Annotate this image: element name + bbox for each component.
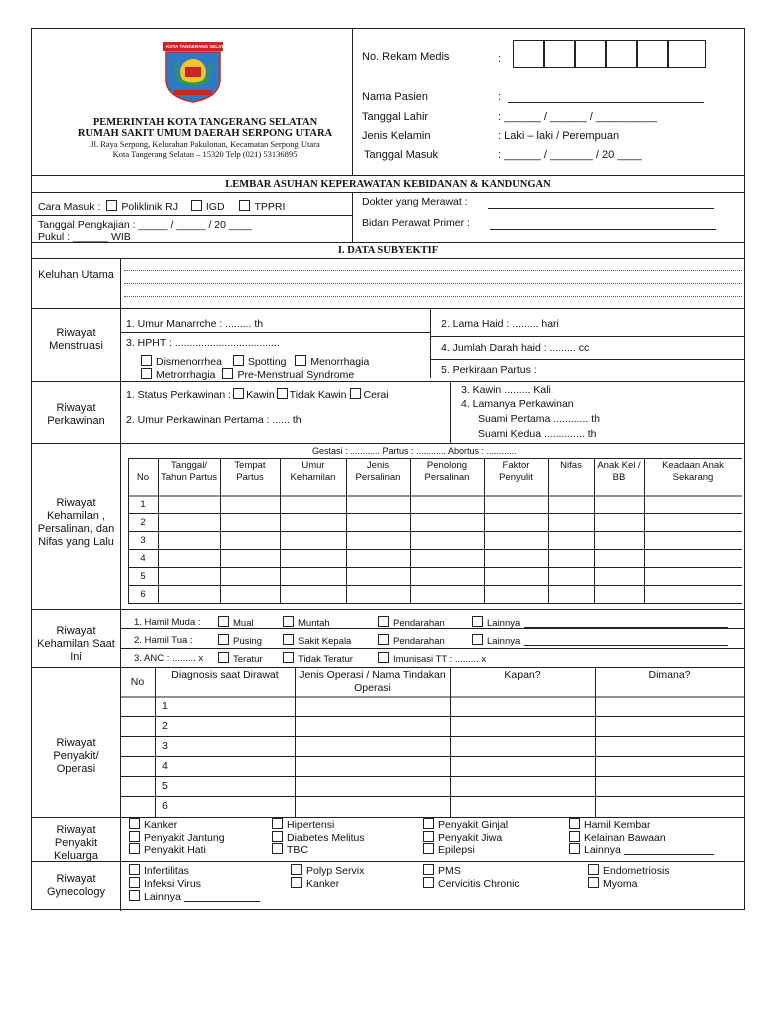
- checkbox[interactable]: [423, 877, 434, 888]
- suami-pertama-field[interactable]: Suami Pertama ............ th: [478, 413, 600, 425]
- table-header-cell: Jenis Persalinan: [355, 460, 401, 483]
- cara-masuk-row: [38, 200, 285, 214]
- no-rekam-medis-label: No. Rekam Medis: [362, 51, 450, 63]
- mual-label: Mual: [233, 618, 254, 629]
- table-row-number: 5: [140, 571, 146, 582]
- sakit-kepala-option[interactable]: [283, 634, 351, 648]
- muntah-checkbox[interactable]: [283, 616, 294, 627]
- jenis-kelamin-label: Jenis Kelamin: [362, 130, 431, 142]
- checkbox-label: Infertilitas: [144, 865, 189, 877]
- spotting-label: Spotting: [247, 356, 287, 368]
- status-perkawinan-row: [126, 388, 389, 402]
- poliklinik-checkbox[interactable]: [106, 200, 117, 211]
- checkbox-label: Penyakit Hati: [144, 844, 206, 856]
- keluarga-option[interactable]: [129, 843, 206, 857]
- tidak-kawin-label: Tidak Kawin: [289, 389, 347, 401]
- gynecology-option[interactable]: [588, 877, 637, 891]
- checkbox-label: Hamil Kembar: [584, 819, 651, 831]
- checkbox[interactable]: [129, 818, 140, 829]
- checkbox[interactable]: [423, 818, 434, 829]
- checkbox[interactable]: [129, 864, 140, 875]
- table-row-number: 3: [140, 535, 146, 546]
- checkbox-label: PMS: [438, 865, 461, 877]
- lainnya-line[interactable]: [624, 844, 714, 855]
- checkbox-label: Kanker: [306, 878, 340, 890]
- table-header-cell: Jenis Operasi / Nama Tindakan Operasi: [299, 669, 446, 694]
- pendarahan-option-2[interactable]: [378, 634, 445, 648]
- checkbox-label: Myoma: [603, 878, 638, 890]
- form-title: LEMBAR ASUHAN KEPERAWATAN KEBIDANAN & KANDUNGAN: [225, 179, 551, 190]
- table-row-number: 6: [140, 589, 146, 600]
- lainnya-option-1[interactable]: [472, 616, 728, 630]
- imunisasi-label: Imunisasi TT : ......... x: [393, 654, 487, 665]
- mual-checkbox[interactable]: [218, 616, 229, 627]
- lainnya-line[interactable]: [524, 617, 728, 628]
- cerai-checkbox[interactable]: [350, 388, 361, 399]
- tanggal-masuk-field[interactable]: : ______ / _______ / 20 ____: [498, 149, 642, 161]
- tidak-teratur-option[interactable]: [283, 652, 353, 666]
- checkbox-label: Lainnya: [144, 891, 181, 903]
- table-header-cell: Keadaan Anak Sekarang: [662, 460, 724, 483]
- kehamilan-ini-label: Riwayat Kehamilan Saat Ini: [37, 625, 115, 663]
- table-row-number: 4: [162, 760, 168, 772]
- menstruasi-label: Riwayat Menstruasi: [49, 327, 103, 352]
- hpht-field[interactable]: 3. HPHT : ....................................: [126, 337, 280, 349]
- checkbox-label: Kanker: [144, 819, 178, 831]
- imunisasi-option[interactable]: [378, 652, 486, 666]
- checkbox-label: Penyakit Ginjal: [438, 819, 509, 831]
- checkbox[interactable]: [272, 831, 283, 842]
- table-row-number: 2: [140, 517, 146, 528]
- menorrhagia-checkbox[interactable]: [295, 355, 306, 366]
- pms-checkbox[interactable]: [222, 368, 233, 379]
- kawin-checkbox[interactable]: [233, 388, 244, 399]
- cerai-label: Cerai: [363, 389, 389, 401]
- poliklinik-label: Poliklinik RJ: [121, 201, 178, 213]
- umur-perkawinan-field[interactable]: 2. Umur Perkawinan Pertama : ...... th: [126, 414, 302, 426]
- checkbox[interactable]: [588, 864, 599, 875]
- kehamilan-lalu-label: Riwayat Kehamilan , Persalinan, dan Nifas yang Lalu: [37, 497, 115, 548]
- suami-kedua-field[interactable]: Suami Kedua .............. th: [478, 428, 597, 440]
- pendarahan-option-1[interactable]: [378, 616, 445, 630]
- pusing-label: Pusing: [233, 636, 263, 647]
- table-header-cell: Kapan?: [504, 669, 541, 681]
- teratur-checkbox[interactable]: [218, 652, 229, 663]
- dokter-field[interactable]: [488, 208, 714, 209]
- keluarga-option[interactable]: [569, 843, 714, 857]
- keluarga-option[interactable]: [129, 818, 177, 832]
- perkawinan-label: Riwayat Perkawinan: [47, 402, 105, 427]
- gynecology-option[interactable]: [291, 864, 364, 878]
- checkbox-label: Penyakit Jantung: [144, 832, 225, 844]
- metrorrhagia-checkbox[interactable]: [141, 368, 152, 379]
- dokter-label: Dokter yang Merawat :: [362, 196, 468, 208]
- checkbox-label: Hipertensi: [287, 819, 335, 831]
- keluarga-option[interactable]: [272, 818, 334, 832]
- form-sheet: [31, 28, 745, 910]
- checkbox-label: Cervicitis Chronic: [438, 878, 520, 890]
- checkbox[interactable]: [129, 831, 140, 842]
- tppri-label: TPPRI: [254, 201, 286, 213]
- address-line-1: Jl. Raya Serpong, Kelurahan Pakulonan, Kecamatan Serpong Utara: [90, 139, 320, 149]
- tidak-teratur-label: Tidak Teratur: [298, 654, 353, 665]
- teratur-label: Teratur: [233, 654, 263, 665]
- table-header-cell: Diagnosis saat Dirawat: [171, 669, 279, 681]
- gynecology-option[interactable]: [129, 877, 201, 891]
- keluarga-option[interactable]: [423, 843, 475, 857]
- tanggal-pengkajian-field[interactable]: Tanggal Pengkajian : _____ / _____ / 20 ____: [38, 219, 253, 231]
- tppri-checkbox[interactable]: [239, 200, 250, 211]
- pms-label: Pre-Menstrual Syndrome: [237, 369, 355, 381]
- spotting-checkbox[interactable]: [233, 355, 244, 366]
- checkbox[interactable]: [272, 843, 283, 854]
- lainnya-checkbox[interactable]: [472, 634, 483, 645]
- checkbox[interactable]: [291, 877, 302, 888]
- checkbox[interactable]: [129, 843, 140, 854]
- checkbox[interactable]: [569, 831, 580, 842]
- checkbox-label: Infeksi Virus: [144, 878, 201, 890]
- pendarahan-checkbox[interactable]: [378, 634, 389, 645]
- lainnya-checkbox[interactable]: [472, 616, 483, 627]
- checkbox-label: Penyakit Jiwa: [438, 832, 503, 844]
- pukul-field[interactable]: Pukul : ______ WIB: [38, 231, 131, 243]
- kawin-label: Kawin: [246, 389, 275, 401]
- gynecology-option[interactable]: [129, 890, 260, 904]
- checkbox[interactable]: [272, 818, 283, 829]
- checkbox[interactable]: [129, 890, 140, 901]
- lamanya-perkawinan-label: 4. Lamanya Perkawinan: [461, 398, 574, 410]
- table-row-number: 2: [162, 720, 168, 732]
- nama-pasien-field[interactable]: [508, 102, 704, 103]
- keluarga-option[interactable]: [272, 843, 308, 857]
- table-row-number: 1: [140, 499, 146, 510]
- gynecology-option[interactable]: [423, 864, 461, 878]
- checkbox[interactable]: [129, 877, 140, 888]
- checkbox[interactable]: [569, 843, 580, 854]
- sakit-kepala-label: Sakit Kepala: [298, 636, 352, 647]
- dismenorrhea-label: Dismenorrhea: [156, 356, 222, 368]
- penyakit-label: Riwayat Penyakit/ Operasi: [53, 737, 99, 775]
- tidak-kawin-checkbox[interactable]: [277, 388, 288, 399]
- jumlah-darah-haid-field[interactable]: 4. Jumlah Darah haid : ......... cc: [441, 342, 590, 354]
- checkbox[interactable]: [291, 864, 302, 875]
- checkbox-label: Polyp Servix: [306, 865, 365, 877]
- gestasi-field[interactable]: Gestasi : ............ Partus : ............ Abortus : ............: [312, 446, 517, 456]
- address-line-2: Kota Tangerang Selatan – 15320 Telp (021) 53136895: [112, 149, 298, 159]
- pusing-checkbox[interactable]: [218, 634, 229, 645]
- status-perkawinan-label: 1. Status Perkawinan :: [126, 389, 232, 401]
- igd-checkbox[interactable]: [191, 200, 202, 211]
- checkbox[interactable]: [423, 864, 434, 875]
- org-line-1: PEMERINTAH KOTA TANGERANG SELATAN: [92, 117, 318, 128]
- kawin-kali-field[interactable]: 3. Kawin ......... Kali: [461, 384, 551, 396]
- nama-pasien-colon: :: [498, 91, 502, 103]
- table-header-cell: Anak Kel / BB: [597, 460, 641, 483]
- section-data-subyektif: I. DATA SUBYEKTIF: [337, 245, 439, 256]
- table-row-number: 1: [162, 700, 168, 712]
- checkbox-label: Epilepsi: [438, 844, 475, 856]
- lainnya-label: Lainnya: [487, 618, 521, 629]
- table-header-cell: Tanggal/ Tahun Partus: [161, 460, 217, 483]
- lainnya-line[interactable]: [524, 635, 728, 646]
- checkbox-label: Diabetes Melitus: [287, 832, 365, 844]
- lainnya-label: Lainnya: [487, 636, 521, 647]
- gynecology-option[interactable]: [291, 877, 339, 891]
- gynecology-option[interactable]: [588, 864, 670, 878]
- table-header-cell: Tempat Partus: [234, 460, 266, 483]
- tidak-teratur-checkbox[interactable]: [283, 652, 294, 663]
- igd-label: IGD: [205, 201, 225, 213]
- mual-option[interactable]: [218, 616, 254, 630]
- imunisasi-checkbox[interactable]: [378, 652, 389, 663]
- pendarahan-label: Pendarahan: [393, 636, 445, 647]
- nama-pasien-label: Nama Pasien: [362, 91, 429, 103]
- muntah-label: Muntah: [298, 618, 330, 629]
- table-header-cell: Nifas: [560, 460, 582, 471]
- hamil-muda-label: 1. Hamil Muda :: [134, 617, 201, 628]
- table-header-cell: Umur Kehamilan: [290, 460, 336, 483]
- anc-field[interactable]: 3. ANC : ......... x: [134, 653, 204, 664]
- dismenorrhea-checkbox[interactable]: [141, 355, 152, 366]
- gynecology-label: Riwayat Gynecology: [46, 873, 106, 898]
- org-line-2: RUMAH SAKIT UMUM DAERAH SERPONG UTARA: [77, 128, 333, 139]
- hospital-logo: [162, 41, 224, 103]
- checkbox[interactable]: [569, 818, 580, 829]
- checkbox-label: TBC: [287, 844, 308, 856]
- lama-haid-field[interactable]: 2. Lama Haid : ......... hari: [441, 318, 559, 330]
- lainnya-option-2[interactable]: [472, 634, 728, 648]
- teratur-option[interactable]: [218, 652, 263, 666]
- menstruasi-options-row2: [141, 368, 354, 382]
- table-header-cell: Faktor Penyulit: [499, 460, 533, 483]
- bidan-field[interactable]: [490, 229, 716, 230]
- sakit-kepala-checkbox[interactable]: [283, 634, 294, 645]
- table-row-number: 4: [140, 553, 146, 564]
- tanggal-masuk-label: Tanggal Masuk: [364, 149, 438, 161]
- metrorrhagia-label: Metrorrhagia: [156, 369, 216, 381]
- logo-text: KOTA TANGERANG SELATAN: [166, 44, 230, 49]
- hamil-tua-label: 2. Hamil Tua :: [134, 635, 193, 646]
- table-row-number: 3: [162, 740, 168, 752]
- no-rm-colon: :: [498, 53, 502, 65]
- gynecology-option[interactable]: [129, 864, 189, 878]
- pendarahan-checkbox[interactable]: [378, 616, 389, 627]
- checkbox[interactable]: [423, 843, 434, 854]
- table-header-cell: Dimana?: [648, 669, 691, 681]
- perkiraan-partus-field[interactable]: 5. Perkiraan Partus :: [441, 364, 537, 376]
- menstruasi-options-row1: [141, 355, 369, 369]
- checkbox-label: Endometriosis: [603, 865, 670, 877]
- keluhan-utama-label: Keluhan Utama: [38, 269, 114, 281]
- checkbox[interactable]: [423, 831, 434, 842]
- checkbox[interactable]: [588, 877, 599, 888]
- table-row-number: 6: [162, 800, 168, 812]
- table-header-cell: No: [136, 472, 150, 483]
- pusing-option[interactable]: [218, 634, 262, 648]
- tanggal-lahir-label: Tanggal Lahir: [362, 111, 429, 123]
- lainnya-line[interactable]: [184, 891, 260, 902]
- keluarga-option[interactable]: [423, 818, 508, 832]
- table-header-cell: No: [130, 676, 145, 688]
- bidan-label: Bidan Perawat Primer :: [362, 217, 470, 229]
- keluarga-label: Riwayat Penyakit Keluarga: [53, 824, 99, 862]
- checkbox-label: Lainnya: [584, 844, 621, 856]
- tanggal-lahir-field[interactable]: : ______ / ______ / __________: [498, 111, 658, 123]
- table-header-cell: Penolong Persalinan: [424, 460, 470, 483]
- cara-masuk-label: Cara Masuk :: [38, 201, 101, 213]
- muntah-option[interactable]: [283, 616, 330, 630]
- checkbox-label: Kelainan Bawaan: [584, 832, 666, 844]
- table-row-number: 5: [162, 780, 168, 792]
- menorrhagia-label: Menorrhagia: [310, 356, 370, 368]
- umur-menarche-field[interactable]: 1. Umur Manarrche : ......... th: [126, 318, 264, 330]
- gynecology-option[interactable]: [423, 877, 520, 891]
- pendarahan-label: Pendarahan: [393, 618, 445, 629]
- jenis-kelamin-value[interactable]: : Laki – laki / Perempuan: [498, 130, 620, 142]
- keluarga-option[interactable]: [569, 818, 651, 832]
